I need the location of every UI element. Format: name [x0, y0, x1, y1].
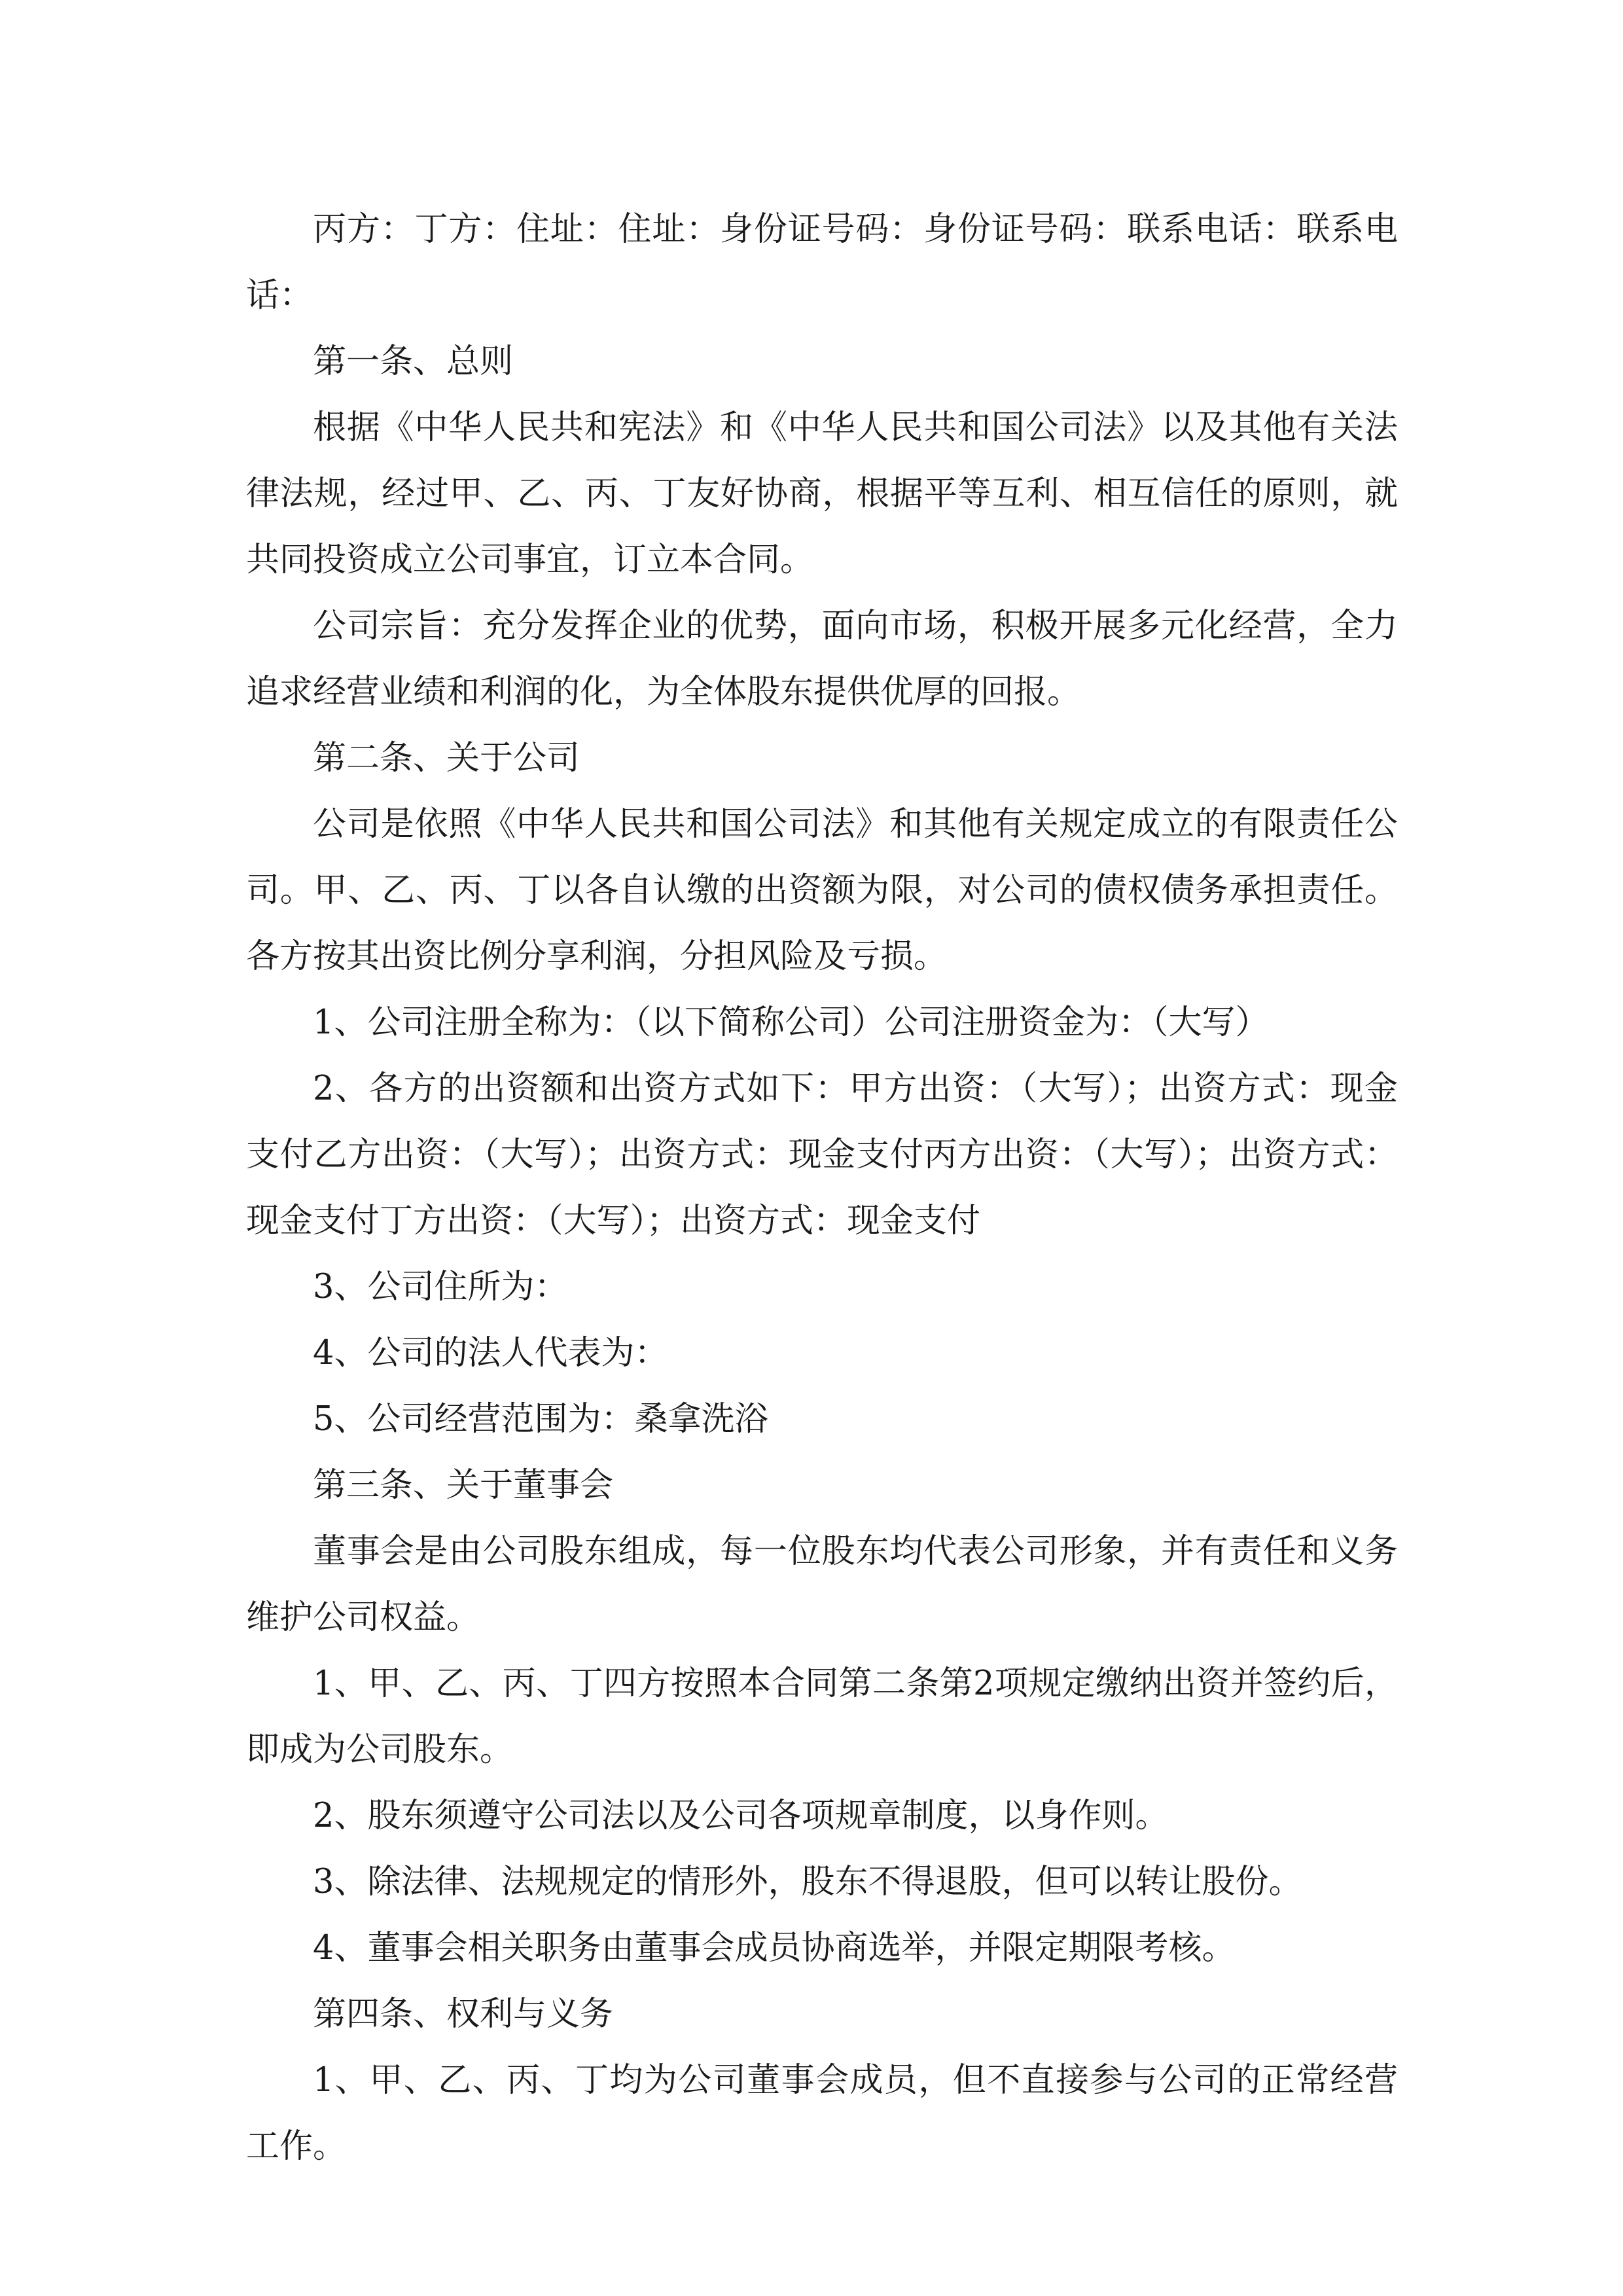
article-2-heading: 第二条、关于公司 [313, 739, 580, 778]
party-info-line: 丙方：丁方：住址：住址：身份证号码：身份证号码：联系电话：联系电话： [246, 210, 1398, 315]
article-3-clause-2: 2、股东须遵守公司法以及公司各项规章制度，以身作则。 [313, 1797, 1169, 1835]
article-4-heading: 第四条、权利与义务 [313, 1995, 614, 2034]
article-2-clause-1: 1、公司注册全称为：（以下简称公司）公司注册资金为：（大写） [313, 1003, 1269, 1042]
document-body [246, 196, 1398, 2179]
article-3-clause-3: 3、除法律、法规规定的情形外，股东不得退股，但可以转让股份。 [313, 1863, 1302, 1901]
article-2-clause-4: 4、公司的法人代表为： [313, 1334, 668, 1372]
article-1-purpose-paragraph: 公司宗旨：充分发挥企业的优势，面向市场，积极开展多元化经营，全力追求经营业绩和利润的化，为全体股东提供优厚的回报。 [246, 607, 1398, 711]
article-3-heading: 第三条、关于董事会 [313, 1466, 614, 1505]
article-2-intro-paragraph: 公司是依照《中华人民共和国公司法》和其他有关规定成立的有限责任公司。甲、乙、丙、丁以各自认缴的出资额为限，对公司的债权债务承担责任。各方按其出资比例分享利润，分担风险及亏损。 [246, 805, 1398, 976]
article-2-clause-5: 5、公司经营范围为：桑拿洗浴 [313, 1400, 768, 1439]
article-1-basis-paragraph: 根据《中华人民共和宪法》和《中华人民共和国公司法》以及其他有关法律法规，经过甲、乙、丙、丁友好协商，根据平等互利、相互信任的原则，就共同投资成立公司事宜，订立本合同。 [246, 408, 1398, 579]
article-4-clause-1: 1、甲、乙、丙、丁均为公司董事会成员，但不直接参与公司的正常经营工作。 [246, 2061, 1398, 2166]
article-2-clause-3: 3、公司住所为： [313, 1268, 568, 1306]
article-2-clause-2: 2、各方的出资额和出资方式如下：甲方出资：（大写）；出资方式：现金支付乙方出资：（大写）；出资方式：现金支付丙方出资：（大写）；出资方式：现金支付丁方出资：（大写）；出资方式：现金支付 [246, 1069, 1398, 1240]
article-3-intro-paragraph: 董事会是由公司股东组成，每一位股东均代表公司形象，并有责任和义务维护公司权益。 [246, 1532, 1398, 1637]
article-3-clause-4: 4、董事会相关职务由董事会成员协商选举，并限定期限考核。 [313, 1929, 1236, 1967]
article-1-heading: 第一条、总则 [313, 342, 514, 381]
article-3-clause-1: 1、甲、乙、丙、丁四方按照本合同第二条第2项规定缴纳出资并签约后，即成为公司股东。 [246, 1664, 1398, 1769]
